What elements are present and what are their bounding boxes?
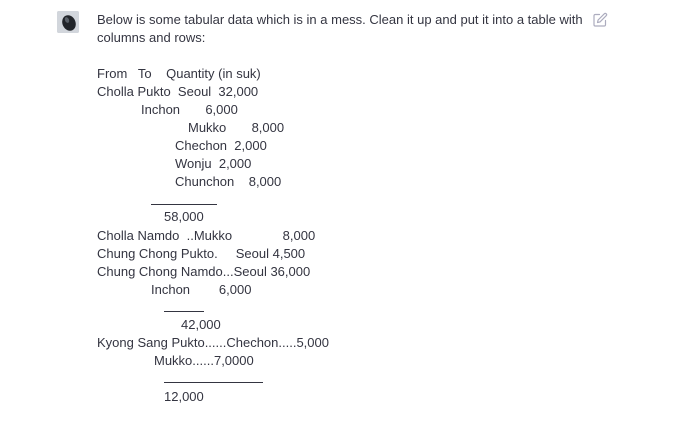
subtotal-rule (151, 204, 217, 205)
data-line: Wonju 2,000 (175, 156, 252, 171)
avatar (57, 11, 79, 33)
data-line: Inchon 6,000 (151, 282, 252, 297)
subtotal-rule (164, 382, 263, 383)
subtotal-line: 58,000 (164, 209, 204, 224)
data-line: Chechon 2,000 (175, 138, 267, 153)
edit-icon (592, 12, 608, 28)
data-line: Mukko......7,0000 (154, 353, 254, 368)
message-intro-line-2: columns and rows: (97, 30, 206, 45)
message-intro-line-1: Below is some tabular data which is in a mess. Clean it up and put it into a table with (97, 12, 583, 27)
subtotal-rule (164, 311, 204, 312)
edit-message-button[interactable] (592, 12, 608, 28)
subtotal-line: 12,000 (164, 389, 204, 404)
user-message (97, 11, 582, 47)
data-line: Chung Chong Namdo...Seoul 36,000 (97, 264, 311, 279)
data-line: Chung Chong Pukto. Seoul 4,500 (97, 246, 306, 261)
data-line: Cholla Namdo ..Mukko 8,000 (97, 228, 316, 243)
user-avatar-icon (57, 11, 79, 33)
data-line: Mukko 8,000 (188, 120, 285, 135)
data-line: Cholla Pukto Seoul 32,000 (97, 84, 259, 99)
data-line: Inchon 6,000 (141, 102, 238, 117)
subtotal-line: 42,000 (181, 317, 221, 332)
data-line: Chunchon 8,000 (175, 174, 282, 189)
data-line: Kyong Sang Pukto......Chechon.....5,000 (97, 335, 329, 350)
table-header-line: From To Quantity (in suk) (97, 66, 261, 81)
